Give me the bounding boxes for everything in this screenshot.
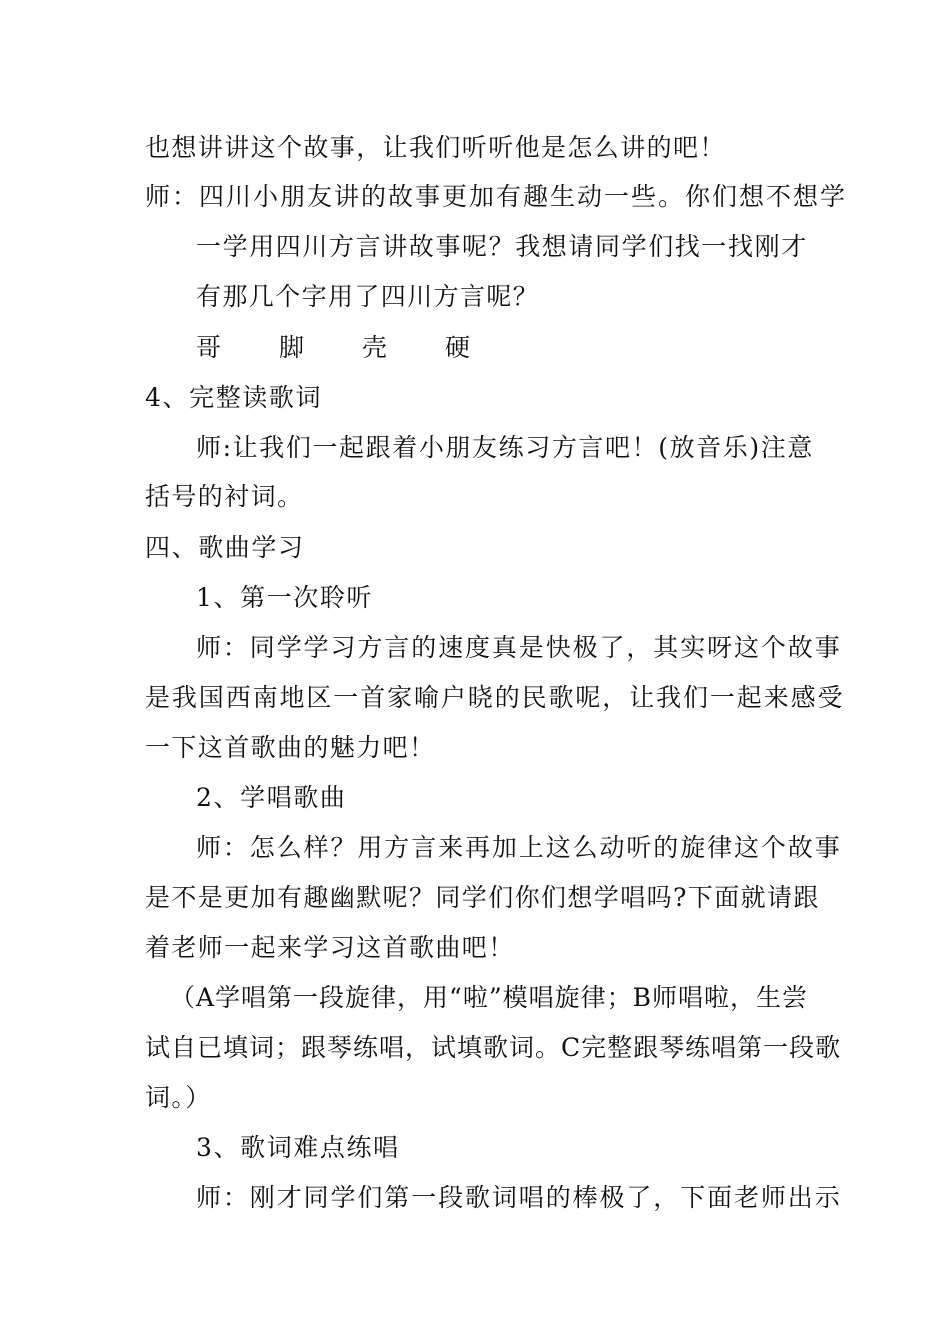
text-line: 有那几个字用了四川方言呢？ bbox=[196, 282, 540, 311]
section-heading: 四、歌曲学习 bbox=[145, 533, 305, 562]
text-line: 是不是更加有趣幽默呢？同学们你们想学唱吗?下面就请跟 bbox=[145, 883, 820, 912]
text-line: （A学唱第一段旋律，用“啦”模唱旋律；B师唱啦，生尝 bbox=[170, 983, 808, 1012]
subsection-heading: 3、歌词难点练唱 bbox=[196, 1133, 400, 1162]
text-line: 师：怎么样？用方言来再加上这么动听的旋律这个故事 bbox=[196, 833, 842, 862]
dialect-char: 哥 bbox=[196, 333, 222, 362]
text-line: 师：刚才同学们第一段歌词唱的棒极了，下面老师出示 bbox=[196, 1183, 842, 1212]
text-line: 是我国西南地区一首家喻户晓的民歌呢，让我们一起来感受 bbox=[145, 683, 845, 712]
text-line: 师：四川小朋友讲的故事更加有趣生动一些。你们想不想学 bbox=[145, 182, 848, 211]
subsection-heading: 2、学唱歌曲 bbox=[196, 783, 347, 812]
text-line: 一学用四川方言讲故事呢？我想请同学们找一找刚才 bbox=[196, 232, 808, 261]
text-line: 着老师一起来学习这首歌曲吧！ bbox=[145, 933, 515, 962]
text-line: 师：同学学习方言的速度真是快极了，其实呀这个故事 bbox=[196, 633, 842, 662]
text-line: 括号的衬词。 bbox=[145, 482, 304, 511]
dialect-characters-row bbox=[196, 333, 528, 363]
subsection-heading: 1、第一次聆听 bbox=[196, 583, 374, 612]
text-line: 词。） bbox=[145, 1083, 212, 1112]
text-line: 试自已填词；跟琴练唱，试填歌词。C完整跟琴练唱第一段歌 bbox=[145, 1033, 842, 1062]
dialect-char: 壳 bbox=[362, 333, 388, 362]
section-heading: 4、完整读歌词 bbox=[145, 383, 323, 412]
text-line: 也想讲讲这个故事，让我们听听他是怎么讲的吧！ bbox=[145, 133, 726, 162]
dialect-char: 脚 bbox=[279, 333, 305, 362]
dialect-char: 硬 bbox=[445, 333, 471, 362]
text-line: 师:让我们一起跟着小朋友练习方言吧！(放音乐)注意 bbox=[196, 433, 814, 462]
text-line: 一下这首歌曲的魅力吧！ bbox=[145, 733, 436, 762]
